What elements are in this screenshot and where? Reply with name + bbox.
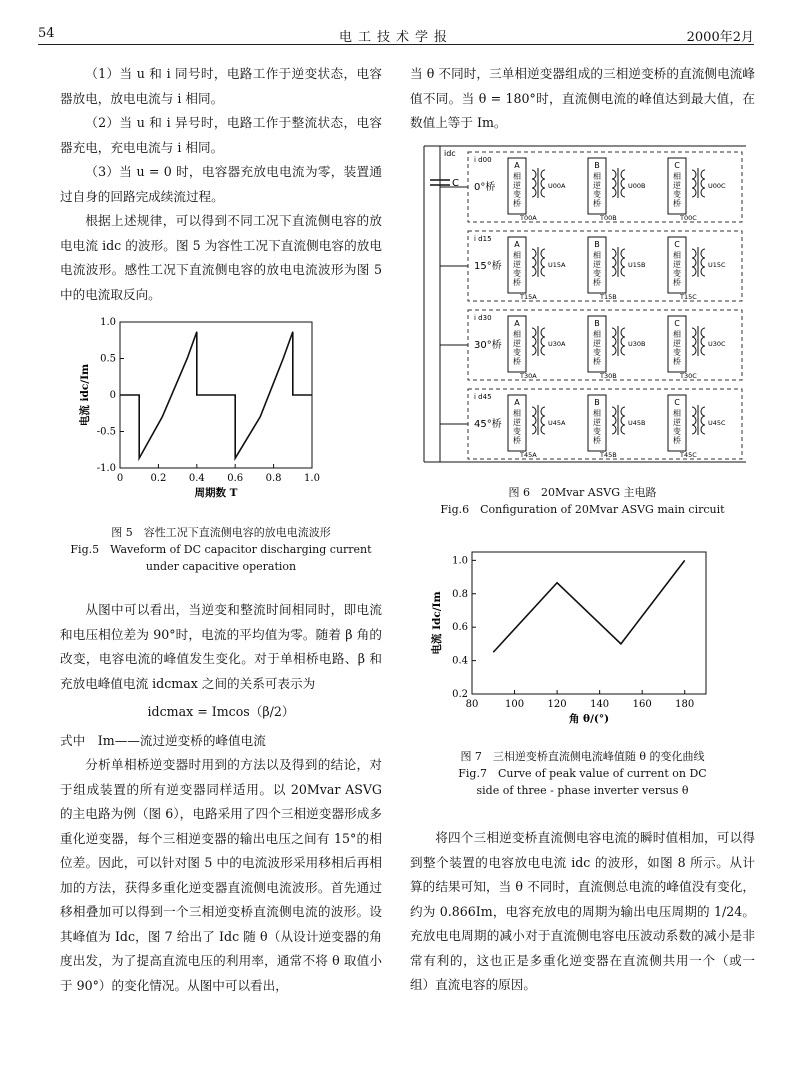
bridge-phase-label: A [514, 240, 520, 249]
bridge-text: 逆 [513, 418, 521, 427]
bridge-text: 变 [593, 269, 601, 278]
transformer-coil [701, 170, 705, 179]
bridge-text: 桥 [593, 199, 601, 208]
fig5-caption-en: Fig.5 Waveform of DC capacitor discharging current [70, 543, 372, 556]
output-voltage-label: U15C [708, 261, 726, 269]
fig5-caption-en: under capacitive operation [145, 560, 297, 573]
bridge-phase-label: C [674, 398, 680, 407]
x-tick-label: 0 [116, 473, 124, 484]
transformer-coil [621, 337, 625, 346]
plot-frame [472, 552, 706, 694]
fig7-caption-en: side of three - phase inverter versus θ [476, 784, 689, 797]
transformer-coil [701, 425, 705, 434]
transformer-coil [621, 188, 625, 197]
transformer-coil [701, 328, 705, 337]
bridge-phase-label: B [594, 240, 600, 249]
transformer-coil [621, 249, 625, 258]
transformer-coil [692, 179, 696, 188]
bridge-text: 变 [593, 190, 601, 199]
transformer-coil [532, 179, 536, 188]
bridge-text: 桥 [673, 199, 681, 208]
y-axis-label: 电流 idc/Im [79, 363, 91, 427]
transformer-coil [612, 258, 616, 267]
transformer-coil [692, 170, 696, 179]
bridge-text: 变 [673, 190, 681, 199]
group-current-label: i d15 [474, 235, 492, 243]
issue-date: 2000年2月 [686, 30, 754, 45]
bridge-phase-label: A [514, 161, 520, 170]
y-tick-label: 0.2 [452, 689, 468, 700]
transformer-coil [692, 416, 696, 425]
bridge-text: 逆 [593, 418, 601, 427]
bridge-text: 桥 [513, 199, 521, 208]
paragraph: 式中 Im——流过逆变桥的峰值电流 [60, 732, 266, 748]
transformer-coil [612, 337, 616, 346]
transformer-coil [701, 258, 705, 267]
output-voltage-label: U00C [708, 182, 726, 190]
paragraph: 当 θ 不同时，三单相逆变器组成的三相逆变桥的直流侧电流峰值不同。当 θ = 180°时，直流侧电流的峰值达到最大值，在数值上等于 Im。 [410, 66, 755, 130]
fig5-caption-cn: 图 5 容性工况下直流侧电容的放电电流波形 [111, 526, 331, 539]
bridge-text: 变 [673, 427, 681, 436]
y-tick-label: 0.6 [452, 622, 468, 634]
bridge-text: 变 [513, 269, 521, 278]
bridge-text: 桥 [593, 278, 601, 287]
y-tick-label: 0 [109, 390, 116, 401]
transformer-coil [701, 416, 705, 425]
output-voltage-label: U00A [548, 182, 566, 190]
transformer-coil [621, 328, 625, 337]
transformer-coil [692, 188, 696, 197]
transformer-coil [612, 267, 616, 276]
y-tick-label: 1.0 [452, 555, 468, 567]
bridge-text: 相 [673, 330, 681, 339]
x-tick-label: 0.2 [150, 473, 167, 484]
paragraph: 根据上述规律，可以得到不同工况下直流侧电容的放电电流 idc 的波形。图 5 为容性工况下直流侧电容的放电电流波形。感性工况下直流侧电容的放电电流波形为图 5 中的电流取反向。 [60, 213, 382, 302]
transformer-coil [621, 267, 625, 276]
paragraph: （3）当 u = 0 时，电容器充放电电流为零，装置通过自身的回路完成续流过程。 [60, 164, 382, 204]
transformer-coil [541, 416, 545, 425]
output-voltage-label: U30A [548, 340, 566, 348]
bridge-text: 相 [513, 172, 521, 181]
x-axis-label: 角 θ/(°) [568, 713, 610, 725]
x-tick-label: 80 [465, 699, 479, 710]
bridge-text: 相 [673, 409, 681, 418]
transformer-label: T30C [680, 372, 697, 380]
transformer-coil [532, 267, 536, 276]
transformer-coil [701, 346, 705, 355]
bridge-text: 变 [513, 348, 521, 357]
fig6-caption [410, 484, 755, 518]
fig5-caption [60, 524, 382, 575]
fig7-chart [420, 540, 720, 730]
fig6-caption-cn: 图 6 20Mvar ASVG 主电路 [508, 486, 657, 499]
group-angle-label: 45°桥 [474, 419, 502, 430]
transformer-coil [532, 346, 536, 355]
page-header [38, 24, 754, 45]
bridge-text: 桥 [513, 357, 521, 366]
transformer-coil [612, 346, 616, 355]
bridge-phase-label: C [674, 161, 680, 170]
transformer-label: T30A [520, 372, 537, 380]
y-tick-label: -1.0 [96, 463, 116, 474]
x-tick-label: 100 [504, 699, 525, 710]
output-voltage-label: U00B [628, 182, 646, 190]
y-tick-label: -0.5 [96, 426, 116, 438]
transformer-coil [692, 407, 696, 416]
left-column-bottom [60, 598, 382, 998]
transformer-coil [541, 249, 545, 258]
transformer-coil [621, 416, 625, 425]
x-tick-label: 140 [590, 699, 610, 710]
transformer-coil [701, 267, 705, 276]
bridge-text: 相 [593, 251, 601, 260]
bridge-text: 桥 [673, 436, 681, 445]
bridge-phase-label: A [514, 398, 520, 407]
transformer-coil [612, 179, 616, 188]
y-tick-label: 1.0 [100, 317, 116, 328]
fig7-caption-cn: 图 7 三相逆变桥直流侧电流峰值随 θ 的变化曲线 [460, 750, 705, 763]
bridge-text: 桥 [673, 357, 681, 366]
bridge-text: 变 [593, 348, 601, 357]
output-voltage-label: U45C [708, 419, 726, 427]
transformer-coil [532, 416, 536, 425]
transformer-coil [541, 188, 545, 197]
group-current-label: i d00 [474, 156, 492, 164]
transformer-label: T45B [600, 451, 617, 459]
transformer-label: T15C [680, 293, 697, 301]
bridge-phase-label: C [674, 319, 680, 328]
bridge-text: 逆 [673, 181, 681, 190]
bridge-text: 变 [673, 348, 681, 357]
transformer-coil [541, 346, 545, 355]
transformer-coil [701, 337, 705, 346]
bridge-text: 相 [513, 409, 521, 418]
transformer-coil [541, 258, 545, 267]
transformer-coil [612, 416, 616, 425]
bridge-text: 逆 [593, 260, 601, 269]
transformer-coil [621, 258, 625, 267]
transformer-coil [621, 425, 625, 434]
transformer-coil [701, 188, 705, 197]
transformer-label: T00B [600, 214, 617, 222]
bridge-text: 桥 [513, 436, 521, 445]
paragraph: （1）当 u 和 i 同号时，电路工作于逆变状态，电容器放电，放电电流与 i 相同。 [60, 66, 382, 106]
bridge-text: 桥 [593, 357, 601, 366]
transformer-coil [612, 170, 616, 179]
transformer-coil [701, 249, 705, 258]
group-current-label: i d45 [474, 393, 492, 401]
equation: idcmax = Imcos（β/2） [147, 704, 295, 719]
transformer-label: T45A [520, 451, 537, 459]
y-tick-label: 0.4 [452, 655, 468, 667]
x-tick-label: 0.8 [265, 473, 282, 484]
transformer-coil [621, 407, 625, 416]
right-column-top [410, 62, 755, 136]
transformer-coil [532, 170, 536, 179]
y-tick-label: 0.8 [452, 588, 468, 600]
idc-label: idc [444, 149, 456, 158]
transformer-label: T45C [680, 451, 697, 459]
output-voltage-label: U30C [708, 340, 726, 348]
paragraph: 从图中可以看出，当逆变和整流时间相同时，即电流和电压相位差为 90°时，电流的平均值为零。随着 β 角的改变，电容电流的峰值发生变化。对于单相桥电路、β 和充放电峰值电流 idcmax 之间的关系可表示为 [60, 602, 382, 691]
output-voltage-label: U30B [628, 340, 646, 348]
bridge-text: 相 [593, 330, 601, 339]
transformer-label: T30B [600, 372, 617, 380]
bridge-phase-label: B [594, 398, 600, 407]
bridge-text: 相 [593, 409, 601, 418]
transformer-coil [612, 188, 616, 197]
transformer-coil [541, 267, 545, 276]
bridge-phase-label: A [514, 319, 520, 328]
bridge-text: 桥 [513, 278, 521, 287]
page-number: 54 [38, 26, 55, 41]
paragraph: 将四个三相逆变桥直流侧电容电流的瞬时值相加，可以得到整个装置的电容放电电流 idc 的波形，如图 8 所示。从计算的结果可知，当 θ 不同时，直流侧总电流的峰值没有变化，约为 0.866Im，电容充放电的周期为输出电压周期的 1/24。充放电电周期的减小对于直流侧电容电压波动系数的减小是非常有利的，这也正是多重化逆变器在直流侧共用一个（或一组）直流电容的原因。 [410, 830, 755, 992]
transformer-coil [621, 346, 625, 355]
transformer-coil [541, 170, 545, 179]
journal-name: 电工技术学报 [338, 30, 453, 45]
fig5-chart [72, 310, 362, 510]
fig7-caption [410, 748, 755, 799]
group-angle-label: 30°桥 [474, 340, 502, 351]
transformer-coil [541, 425, 545, 434]
transformer-coil [612, 328, 616, 337]
x-tick-label: 180 [675, 699, 695, 710]
transformer-coil [692, 425, 696, 434]
fig7-caption-en: Fig.7 Curve of peak value of current on DC [458, 767, 707, 780]
output-voltage-label: U45A [548, 419, 566, 427]
transformer-coil [692, 346, 696, 355]
transformer-coil [621, 170, 625, 179]
output-voltage-label: U45B [628, 419, 646, 427]
transformer-coil [701, 179, 705, 188]
transformer-coil [612, 425, 616, 434]
bridge-text: 相 [513, 330, 521, 339]
bridge-text: 相 [673, 251, 681, 260]
right-column-bottom [410, 826, 755, 998]
bridge-text: 桥 [673, 278, 681, 287]
bridge-text: 逆 [513, 181, 521, 190]
fig6-circuit [420, 140, 750, 470]
bridge-text: 变 [673, 269, 681, 278]
transformer-coil [532, 249, 536, 258]
bridge-phase-label: C [674, 240, 680, 249]
group-current-label: i d30 [474, 314, 492, 322]
transformer-coil [612, 407, 616, 416]
x-tick-label: 1.0 [304, 473, 320, 484]
transformer-coil [692, 267, 696, 276]
x-tick-label: 160 [632, 699, 652, 710]
paragraph: 分析单相桥逆变器时用到的方法以及得到的结论，对于组成装置的所有逆变器同样适用。以 20Mvar ASVG 的主电路为例（图 6），电路采用了四个三相逆变器形成多重化逆变器，每个三相逆变器的输出电压之间有 15°的相位差。因此，可以针对图 5 中的电流波形采用移相后再相加的方法，获得多重化逆变器直流侧电流波形。首先通过移相叠加可以得到一个三相逆变桥直流侧电流的波形。设其峰值为 Idc，图 7 给出了 Idc 随 θ（从设计逆变器的角度出发，为了提高直流电压的利用率，通常不将 θ 取值小于 90°）的变化情况。从图中可以看出， [60, 757, 382, 993]
bridge-text: 逆 [593, 181, 601, 190]
output-voltage-label: U15B [628, 261, 646, 269]
x-tick-label: 120 [547, 699, 567, 710]
bridge-text: 桥 [593, 436, 601, 445]
transformer-coil [541, 328, 545, 337]
transformer-coil [541, 337, 545, 346]
x-tick-label: 0.6 [227, 473, 244, 484]
paragraph: （2）当 u 和 i 异号时，电路工作于整流状态，电容器充电，充电电流与 i 相同。 [60, 115, 382, 155]
bridge-text: 变 [593, 427, 601, 436]
group-angle-label: 15°桥 [474, 261, 502, 272]
bridge-text: 相 [513, 251, 521, 260]
transformer-coil [541, 179, 545, 188]
capacitor-label: C [452, 178, 459, 189]
bridge-text: 变 [513, 427, 521, 436]
transformer-coil [532, 425, 536, 434]
transformer-coil [692, 328, 696, 337]
left-column-top [60, 62, 382, 307]
transformer-coil [612, 249, 616, 258]
transformer-coil [621, 179, 625, 188]
bridge-text: 相 [593, 172, 601, 181]
fig6-caption-en: Fig.6 Configuration of 20Mvar ASVG main circuit [440, 503, 725, 516]
group-angle-label: 0°桥 [474, 182, 496, 193]
y-axis-label: 电流 Idc/Im [431, 591, 443, 655]
transformer-coil [532, 407, 536, 416]
series-line [493, 560, 684, 652]
bridge-text: 逆 [513, 260, 521, 269]
transformer-coil [532, 188, 536, 197]
transformer-label: T15B [600, 293, 617, 301]
transformer-coil [692, 249, 696, 258]
x-tick-label: 0.4 [188, 473, 205, 484]
bridge-text: 逆 [593, 339, 601, 348]
bridge-text: 逆 [673, 260, 681, 269]
bridge-text: 逆 [673, 418, 681, 427]
transformer-label: T00C [680, 214, 697, 222]
bridge-text: 逆 [513, 339, 521, 348]
transformer-label: T00A [520, 214, 537, 222]
transformer-coil [532, 258, 536, 267]
transformer-coil [692, 258, 696, 267]
transformer-coil [532, 337, 536, 346]
x-axis-label: 周期数 T [194, 487, 238, 499]
bridge-text: 相 [673, 172, 681, 181]
transformer-coil [541, 407, 545, 416]
transformer-coil [692, 337, 696, 346]
transformer-coil [532, 328, 536, 337]
output-voltage-label: U15A [548, 261, 566, 269]
bridge-phase-label: B [594, 319, 600, 328]
series-line [120, 332, 312, 458]
y-tick-label: 0.5 [100, 353, 116, 365]
transformer-label: T15A [520, 293, 537, 301]
bridge-text: 变 [513, 190, 521, 199]
bridge-text: 逆 [673, 339, 681, 348]
bridge-phase-label: B [594, 161, 600, 170]
transformer-coil [701, 407, 705, 416]
